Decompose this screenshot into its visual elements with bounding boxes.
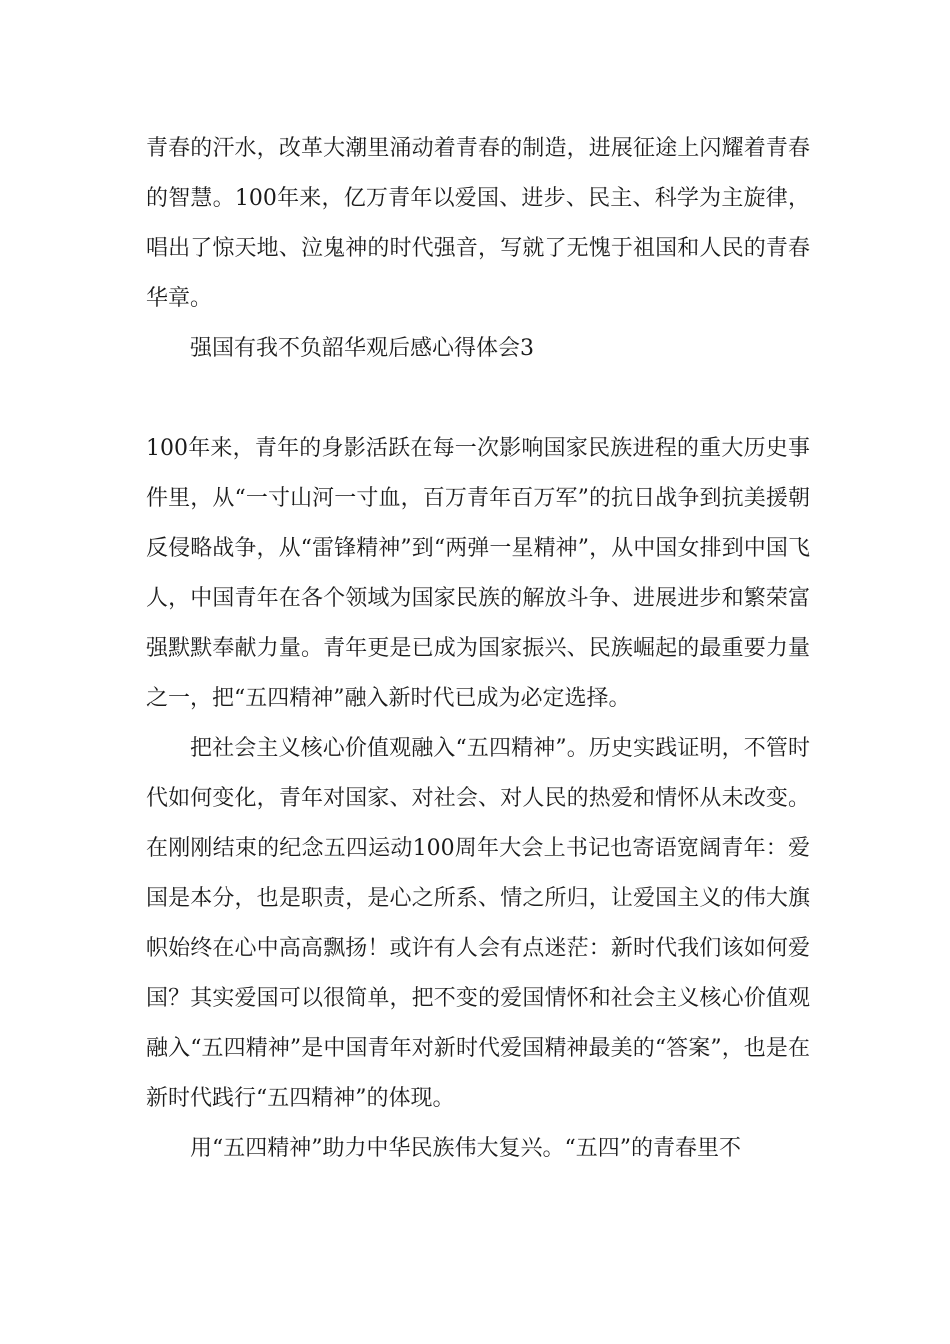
section-heading: 强国有我不负韶华观后感心得体会3 <box>190 336 534 361</box>
paragraph-continuation: 青春的汗水，改革大潮里涌动着青春的制造，进展征途上闪耀着青春的智慧。100年来，亿万青年以爱国、进步、民主、科学为主旋律，唱出了惊天地、泣鬼神的时代强音，写就了无愧于祖国和人民的青春华章。 <box>146 136 810 311</box>
paragraph-rejuvenation: 用“五四精神”助力中华民族伟大复兴。“五四”的青春里不 <box>190 1136 741 1161</box>
paragraph-history: 100年来，青年的身影活跃在每一次影响国家民族进程的重大历史事件里，从“一寸山河一寸血，百万青年百万军”的抗日战争到抗美援朝反侵略战争，从“雷锋精神”到“两弹一星精神”，从中国女排到中国飞人，中国青年在各个领域为国家民族的解放斗争、进展进步和繁荣富强默默奉献力量。青年更是已成为国家振兴、民族崛起的最重要力量之一，把“五四精神”融入新时代已成为必定选择。 <box>146 436 810 711</box>
paragraph-core-values: 把社会主义核心价值观融入“五四精神”。历史实践证明，不管时代如何变化，青年对国家、对社会、对人民的热爱和情怀从未改变。在刚刚结束的纪念五四运动100周年大会上书记也寄语宽阔青年：爱国是本分，也是职责，是心之所系、情之所归，让爱国主义的伟大旗帜始终在心中高高飘扬！或许有人会有点迷茫：新时代我们该如何爱国？其实爱国可以很简单，把不变的爱国情怀和社会主义核心价值观融入“五四精神”是中国青年对新时代爱国精神最美的“答案”，也是在新时代践行“五四精神”的体现。 <box>146 736 810 1111</box>
blank-line <box>146 374 810 424</box>
document-body <box>146 124 810 1174</box>
